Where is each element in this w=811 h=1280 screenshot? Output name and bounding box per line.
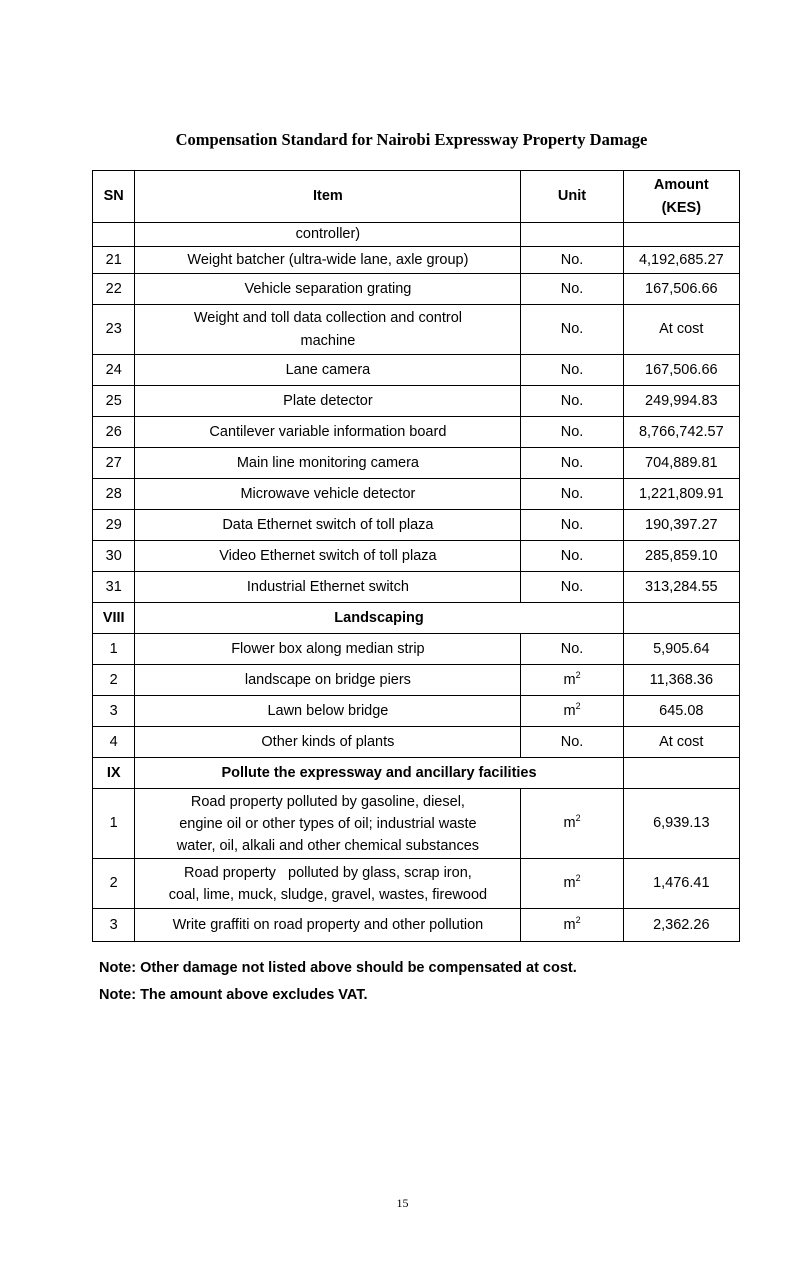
row-unit: No. <box>521 274 623 305</box>
row-item <box>135 789 521 859</box>
row-amount: 285,859.10 <box>623 541 739 572</box>
section-title: Landscaping <box>135 603 623 634</box>
document-title: Compensation Standard for Nairobi Expressway Property Damage <box>175 130 648 149</box>
row-item: Main line monitoring camera <box>135 448 521 479</box>
row-amount: 190,397.27 <box>623 510 739 541</box>
table-row <box>93 355 740 386</box>
row-unit: No. <box>521 572 623 603</box>
table-row <box>93 386 740 417</box>
row-unit: $m^2$ <box>521 859 623 909</box>
row-unit: $m^2$ <box>521 909 623 942</box>
header-sn: SN <box>93 171 135 223</box>
table-row <box>93 859 740 909</box>
row-amount: 8,766,742.57 <box>623 417 739 448</box>
row-sn: 2 <box>93 665 135 696</box>
row-item: Vehicle separation grating <box>135 274 521 305</box>
row-amount: 167,506.66 <box>623 355 739 386</box>
row-sn: 31 <box>93 572 135 603</box>
row-amount: 4,192,685.27 <box>623 247 739 274</box>
row-item: Industrial Ethernet switch <box>135 572 521 603</box>
row-item: Lane camera <box>135 355 521 386</box>
note-other-damage: Note: Other damage not listed above should be compensated at cost. <box>99 960 577 976</box>
row-unit: No. <box>521 541 623 572</box>
row-amount: 11,368.36 <box>623 665 739 696</box>
row-item-line: Road property polluted by glass, scrap iron, <box>184 864 472 881</box>
row-sn: 27 <box>93 448 135 479</box>
row-amount: 313,284.55 <box>623 572 739 603</box>
compensation-table <box>92 170 740 942</box>
section-row-viii <box>93 603 740 634</box>
row-item <box>135 305 521 355</box>
row-item: Data Ethernet switch of toll plaza <box>135 510 521 541</box>
row-item: Plate detector <box>135 386 521 417</box>
table-row <box>93 247 740 274</box>
row-item: Weight batcher (ultra-wide lane, axle group) <box>135 247 521 274</box>
table-row <box>93 274 740 305</box>
row-amount: 2,362.26 <box>623 909 739 942</box>
row-item-line: engine oil or other types of oil; industrial waste <box>179 815 477 832</box>
row-amount: 645.08 <box>623 696 739 727</box>
row-amount: 6,939.13 <box>623 789 739 859</box>
row-sn: 30 <box>93 541 135 572</box>
row-item-line: Weight and toll data collection and control <box>193 309 462 326</box>
row-item: Video Ethernet switch of toll plaza <box>135 541 521 572</box>
table-row <box>93 909 740 942</box>
row-unit: No. <box>521 448 623 479</box>
row-item: Other kinds of plants <box>135 727 521 758</box>
table-row <box>93 510 740 541</box>
row-item-line: coal, lime, muck, sludge, gravel, wastes, firewood <box>168 886 488 903</box>
page-number: 15 <box>396 1196 409 1210</box>
section-row-ix <box>93 758 740 789</box>
row-unit: No. <box>521 386 623 417</box>
row-sn: 2 <box>93 859 135 909</box>
row-sn: 28 <box>93 479 135 510</box>
table-row <box>93 305 740 355</box>
row-sn: 1 <box>93 789 135 859</box>
table-row <box>93 541 740 572</box>
header-unit: Unit <box>521 171 623 223</box>
row-sn: 23 <box>93 305 135 355</box>
row-unit: No. <box>521 634 623 665</box>
row-sn: 25 <box>93 386 135 417</box>
row-unit: No. <box>521 727 623 758</box>
row-unit: $m^2$ <box>521 789 623 859</box>
table-row <box>93 479 740 510</box>
note-vat: Note: The amount above excludes VAT. <box>99 987 368 1003</box>
row-item: landscape on bridge piers <box>135 665 521 696</box>
row-unit: No. <box>521 479 623 510</box>
row-sn: 22 <box>93 274 135 305</box>
row-unit: No. <box>521 247 623 274</box>
header-amount <box>623 171 739 223</box>
table-header-row <box>93 171 740 223</box>
row-sn: 24 <box>93 355 135 386</box>
header-amount-line1: Amount <box>653 176 709 193</box>
table-row <box>93 727 740 758</box>
row-unit: No. <box>521 510 623 541</box>
row-amount: 249,994.83 <box>623 386 739 417</box>
row-unit: No. <box>521 305 623 355</box>
row-sn: 3 <box>93 909 135 942</box>
table-row <box>93 572 740 603</box>
table-row <box>93 448 740 479</box>
table-row <box>93 634 740 665</box>
row-item: Microwave vehicle detector <box>135 479 521 510</box>
row-amount: 1,476.41 <box>623 859 739 909</box>
table-row <box>93 696 740 727</box>
row-item-line: water, oil, alkali and other chemical substances <box>176 837 480 854</box>
row-item-line: Road property polluted by gasoline, diesel, <box>190 793 465 810</box>
row-item <box>135 859 521 909</box>
row-unit: No. <box>521 417 623 448</box>
table-row <box>93 789 740 859</box>
row-item: Lawn below bridge <box>135 696 521 727</box>
row-unit: $m^2$ <box>521 696 623 727</box>
row-sn: 26 <box>93 417 135 448</box>
header-item: Item <box>135 171 521 223</box>
table-row <box>93 223 740 247</box>
row-amount: 167,506.66 <box>623 274 739 305</box>
row-unit: $m^2$ <box>521 665 623 696</box>
header-amount-line2: (KES) <box>661 199 702 216</box>
row-sn: 1 <box>93 634 135 665</box>
row-amount: At cost <box>623 305 739 355</box>
section-title: Pollute the expressway and ancillary facilities <box>135 758 623 789</box>
row-sn: 3 <box>93 696 135 727</box>
table-row <box>93 417 740 448</box>
row-item: Flower box along median strip <box>135 634 521 665</box>
row-amount: 1,221,809.91 <box>623 479 739 510</box>
row-amount: 5,905.64 <box>623 634 739 665</box>
notes <box>99 955 577 1009</box>
row-sn: 4 <box>93 727 135 758</box>
row-amount: 704,889.81 <box>623 448 739 479</box>
section-sn: IX <box>93 758 135 789</box>
row-item: Cantilever variable information board <box>135 417 521 448</box>
section-sn: VIII <box>93 603 135 634</box>
row-sn: 29 <box>93 510 135 541</box>
row-amount: At cost <box>623 727 739 758</box>
row-unit: No. <box>521 355 623 386</box>
row-sn: 21 <box>93 247 135 274</box>
row-item: controller) <box>135 223 521 247</box>
table-row <box>93 665 740 696</box>
row-item-line: machine <box>300 332 356 349</box>
row-item: Write graffiti on road property and other pollution <box>135 909 521 942</box>
